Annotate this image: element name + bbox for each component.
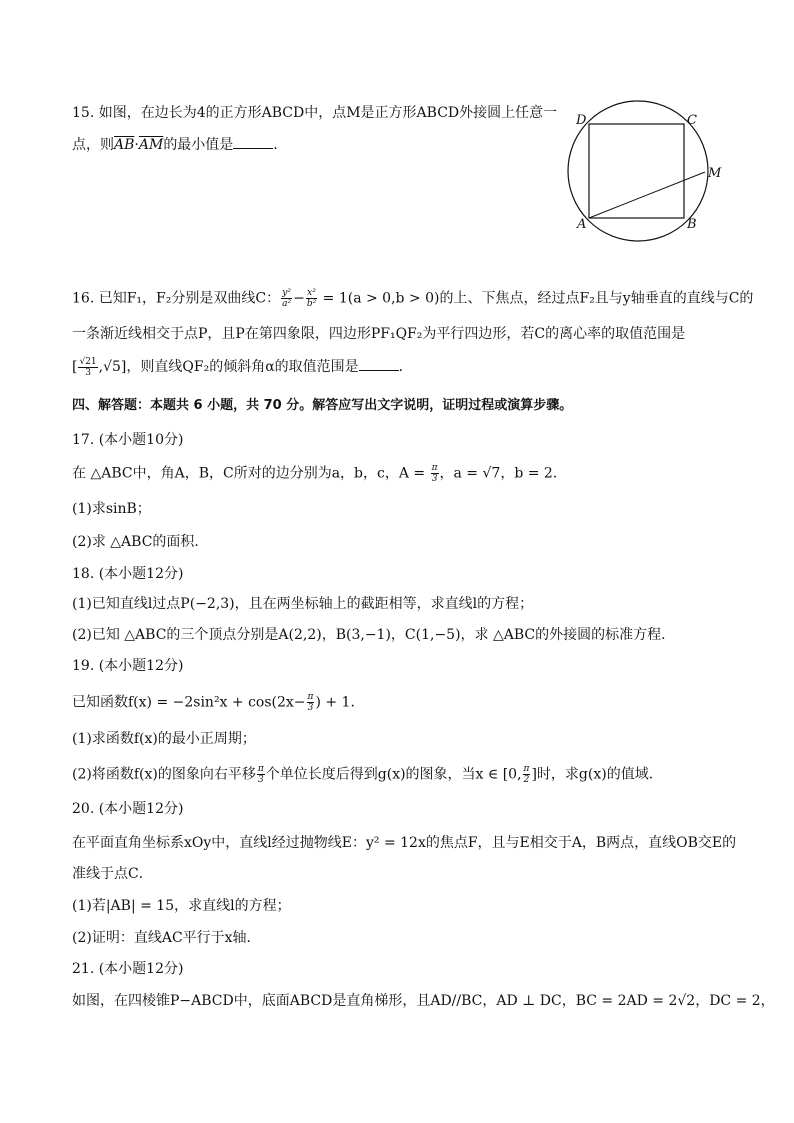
q19-frac3: [523, 764, 531, 785]
label-a: A: [577, 217, 587, 232]
q19-title: 19. (本小题12分): [72, 658, 184, 674]
q20-line2: 准线于点C．: [72, 866, 153, 882]
q15-line2-b: 的最小值是: [163, 137, 234, 153]
q20-part1: (1)若|AB| = 15，求直线l的方程；: [72, 898, 291, 914]
q17-title: 17. (本小题10分): [72, 432, 184, 448]
segment-am: [589, 172, 705, 218]
q16-line3-open: [: [72, 359, 78, 375]
q15-line1: 15. 如图，在边长为4的正方形ABCD中，点M是正方形ABCD外接圆上任意一: [72, 105, 558, 121]
q19-frac-num: π: [307, 692, 314, 702]
q19-frac: [307, 692, 315, 713]
q20-title: 20. (本小题12分): [72, 801, 184, 817]
q17-stem: [72, 463, 567, 484]
label-c: C: [687, 113, 697, 128]
q15-figure: [560, 100, 730, 250]
square-abcd: [589, 124, 684, 218]
q16-frac1-den: a²: [282, 299, 292, 309]
q17-stem-b: ，a = √7，b = 2．: [439, 465, 567, 482]
q16-line3: [72, 356, 413, 378]
label-d: D: [576, 113, 587, 128]
q20-line1: 在平面直角坐标系xOy中，直线l经过抛物线E：y² = 12x的焦点F，且与E相交于A，B两点，直线OB交E的: [72, 835, 737, 851]
q16-line1-b: = 1(a > 0,b > 0)的上、下焦点，经过点F₂且与y轴垂直的直线与C的: [318, 290, 754, 307]
q19-part2: [72, 764, 663, 785]
q19-stem-b: ) + 1．: [315, 694, 365, 711]
q19-frac2: [257, 764, 265, 785]
q16-line1: [72, 288, 753, 309]
q16-frac3: [78, 357, 97, 378]
q19-frac3-num: π: [523, 764, 530, 774]
q17-frac: [431, 463, 439, 484]
q19-part1: (1)求函数f(x)的最小正周期；: [72, 731, 256, 747]
q15-line2-a: 点，则: [72, 137, 114, 153]
label-b: B: [687, 217, 697, 232]
q16-answer-blank[interactable]: [359, 356, 399, 371]
q16-line2: 一条渐近线相交于点P，且P在第四象限，四边形PF₁QF₂为平行四边形，若C的离心率的取值范围是: [72, 326, 686, 342]
q16-minus: −: [293, 290, 305, 307]
q16-frac3-num: √21: [79, 356, 97, 367]
q16-frac1-num: y²: [282, 288, 291, 298]
q15-vec-am: $\overline{AM}$: [138, 137, 164, 153]
q17-frac-num: π: [431, 463, 438, 473]
q19-part2-b: 个单位长度后得到g(x)的图象，当x ∈ [0,: [265, 766, 522, 783]
q21-title: 21. (本小题12分): [72, 961, 184, 977]
q16-frac1: [281, 288, 292, 309]
q19-frac-den: 3: [307, 703, 314, 713]
q17-frac-den: 3: [431, 474, 438, 484]
q21-line1: 如图，在四棱锥P−ABCD中，底面ABCD是直角梯形，且AD//BC，AD ⊥ DC，BC = 2AD = 2√2，DC = 2，: [72, 993, 775, 1009]
q18-part2: (2)已知 △ABC的三个顶点分别是A(2,2)，B(3,−1)，C(1,−5)，求 △ABC的外接圆的标准方程．: [72, 627, 676, 643]
q15-dot: ·: [134, 137, 139, 153]
q19-stem-a: 已知函数f(x) = −2sin²x + cos(2x−: [72, 694, 306, 711]
q16-frac2-num: x²: [307, 288, 316, 298]
q16-frac2: [306, 288, 317, 309]
q19-part2-c: ]时，求g(x)的值域．: [531, 766, 663, 783]
q15-end: ．: [273, 137, 288, 153]
q16-frac3-den: 3: [85, 367, 91, 378]
q19-frac3-den: 2: [523, 775, 530, 785]
q16-end: ．: [398, 359, 413, 375]
q20-part2: (2)证明：直线AC平行于x轴．: [72, 930, 261, 946]
label-m: M: [708, 166, 722, 181]
q16-line1-a: 16. 已知F₁，F₂分别是双曲线C：: [72, 290, 281, 307]
q18-part1: (1)已知直线l过点P(−2,3)，且在两坐标轴上的截距相等，求直线l的方程；: [72, 596, 534, 612]
q17-stem-a: 在 △ABC中，角A，B，C所对的边分别为a，b，c，A =: [72, 465, 430, 482]
q16-line3-a: ,√5]，则直线QF₂的倾斜角α的取值范围是: [98, 359, 359, 375]
q18-title: 18. (本小题12分): [72, 566, 184, 582]
section-4-heading: 四、解答题：本题共 6 小题，共 70 分。解答应写出文字说明，证明过程或演算步骤。: [72, 398, 573, 413]
q15-vec-ab: $\overline{AB}$: [114, 137, 135, 153]
q15-answer-blank[interactable]: [233, 134, 273, 149]
q17-part1: (1)求sinB；: [72, 501, 151, 517]
q19-stem: [72, 692, 364, 713]
q16-frac2-den: b²: [306, 299, 317, 309]
q19-frac2-den: 3: [257, 775, 264, 785]
q15-line2: [72, 134, 287, 155]
q19-part2-a: (2)将函数f(x)的图象向右平移: [72, 766, 256, 783]
q19-frac2-num: π: [257, 764, 264, 774]
q17-part2: (2)求 △ABC的面积．: [72, 534, 209, 550]
